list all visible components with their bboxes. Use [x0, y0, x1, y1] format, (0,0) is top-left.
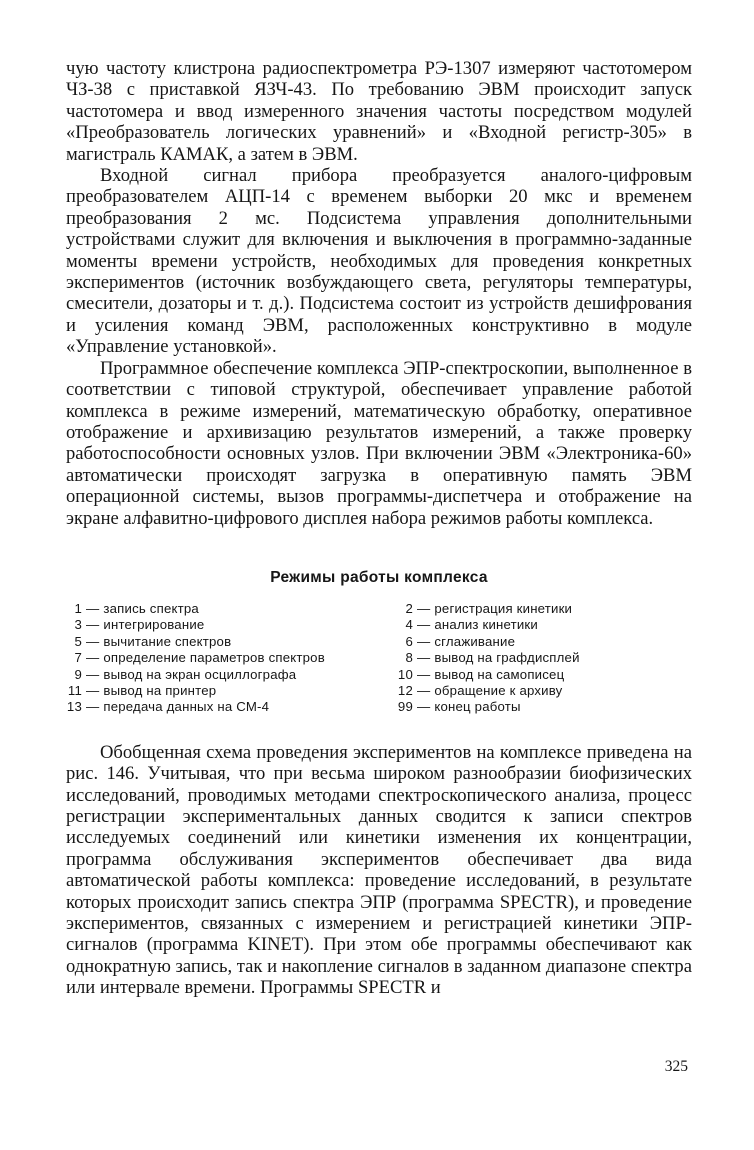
mode-item: 5 — вычитание спектров	[74, 633, 232, 649]
mode-item: 7 — определение параметров спектров	[74, 650, 325, 666]
mode-item: 13 — передача данных на СМ-4	[66, 699, 270, 715]
paragraph-4: Обобщенная схема проведения экспериментов на комплексе приведена на рис. 146. Учитывая, что при весьма широком разнообразии биофизических исследований, проводимых методами спектроскопического анализа, процесс регистрации экспериментальных данных сводится к записи спектров исследуемых соединений или кинетики изменения их концентрации, программа обслуживания экспериментов обеспечивает два вида автоматической работы комплекса: проведение исследований, в результате которых происходит запись спектра ЭПР (программа SPECTR), и проведение экспериментов, связанных с измерением и регистрацией кинетики ЭПР-сигналов (программа KINET). При этом обе программы обеспечивают как однократную запись, так и накопление сигналов в заданном диапазоне спектра или интервале времени. Программы SPECTR и	[66, 741, 692, 999]
mode-item: 3 — интегрирование	[74, 617, 205, 633]
page-number: 325	[664, 1058, 688, 1075]
mode-item: 10 — вывод на самописец	[397, 666, 565, 682]
page-content	[66, 58, 692, 999]
mode-item: 2 — регистрация кинетики	[405, 600, 573, 616]
paragraph-3: Программное обеспечение комплекса ЭПР-спектроскопии, выполненное в соответствии с типовой структурой, обеспечивает управление работой комплекса в режиме измерений, математическую обработку, оперативное отображение и архивизацию результатов измерений, а также проверку работоспособности основных узлов. При включении ЭВМ «Электроника-60» автоматически происходят загрузка в оперативную память ЭВМ операционной системы, вызов программы-диспетчера и отображение на экране алфавитно-цифрового дисплея набора режимов работы комплекса.	[66, 357, 692, 529]
mode-item: 8 — вывод на графдисплей	[405, 650, 580, 666]
mode-item: 12 — обращение к архиву	[397, 682, 563, 698]
mode-item: 11 — вывод на принтер	[67, 682, 217, 698]
paragraph-1: чую частоту клистрона радиоспектрометра РЭ-1307 измеряют частотомером ЧЗ-38 с приставкой ЯЗЧ-43. По требованию ЭВМ происходит запуск частотомера и ввод измеренного значения частоты посредством модулей «Преобразователь логических уравнений» и «Входной регистр-305» в магистраль КАМАК, а затем в ЭВМ.	[66, 58, 692, 165]
mode-item: 99 — конец работы	[397, 699, 521, 715]
mode-item: 6 — сглаживание	[405, 633, 516, 649]
mode-item: 9 — вывод на экран осциллографа	[74, 666, 297, 682]
section-title: Режимы работы комплекса	[270, 568, 488, 586]
paragraph-2: Входной сигнал прибора преобразуется аналого-цифровым преобразователем АЦП-14 с временем выборки 20 мкс и временем преобразования 2 мс. Подсистема управления дополнительными устройствами служит для включения и выключения в программно-заданные моменты времени устройств, необходимых для проведения конкретных экспериментов (источник возбуждающего света, регуляторы температуры, смесители, дозаторы и т. д.). Подсистема состоит из устройств дешифрования и усиления команд ЭВМ, расположенных конструктивно в модуле «Управление установкой».	[66, 165, 692, 358]
mode-item: 1 — запись спектра	[74, 600, 199, 616]
modes-list	[66, 601, 692, 716]
mode-item: 4 — анализ кинетики	[405, 617, 538, 633]
